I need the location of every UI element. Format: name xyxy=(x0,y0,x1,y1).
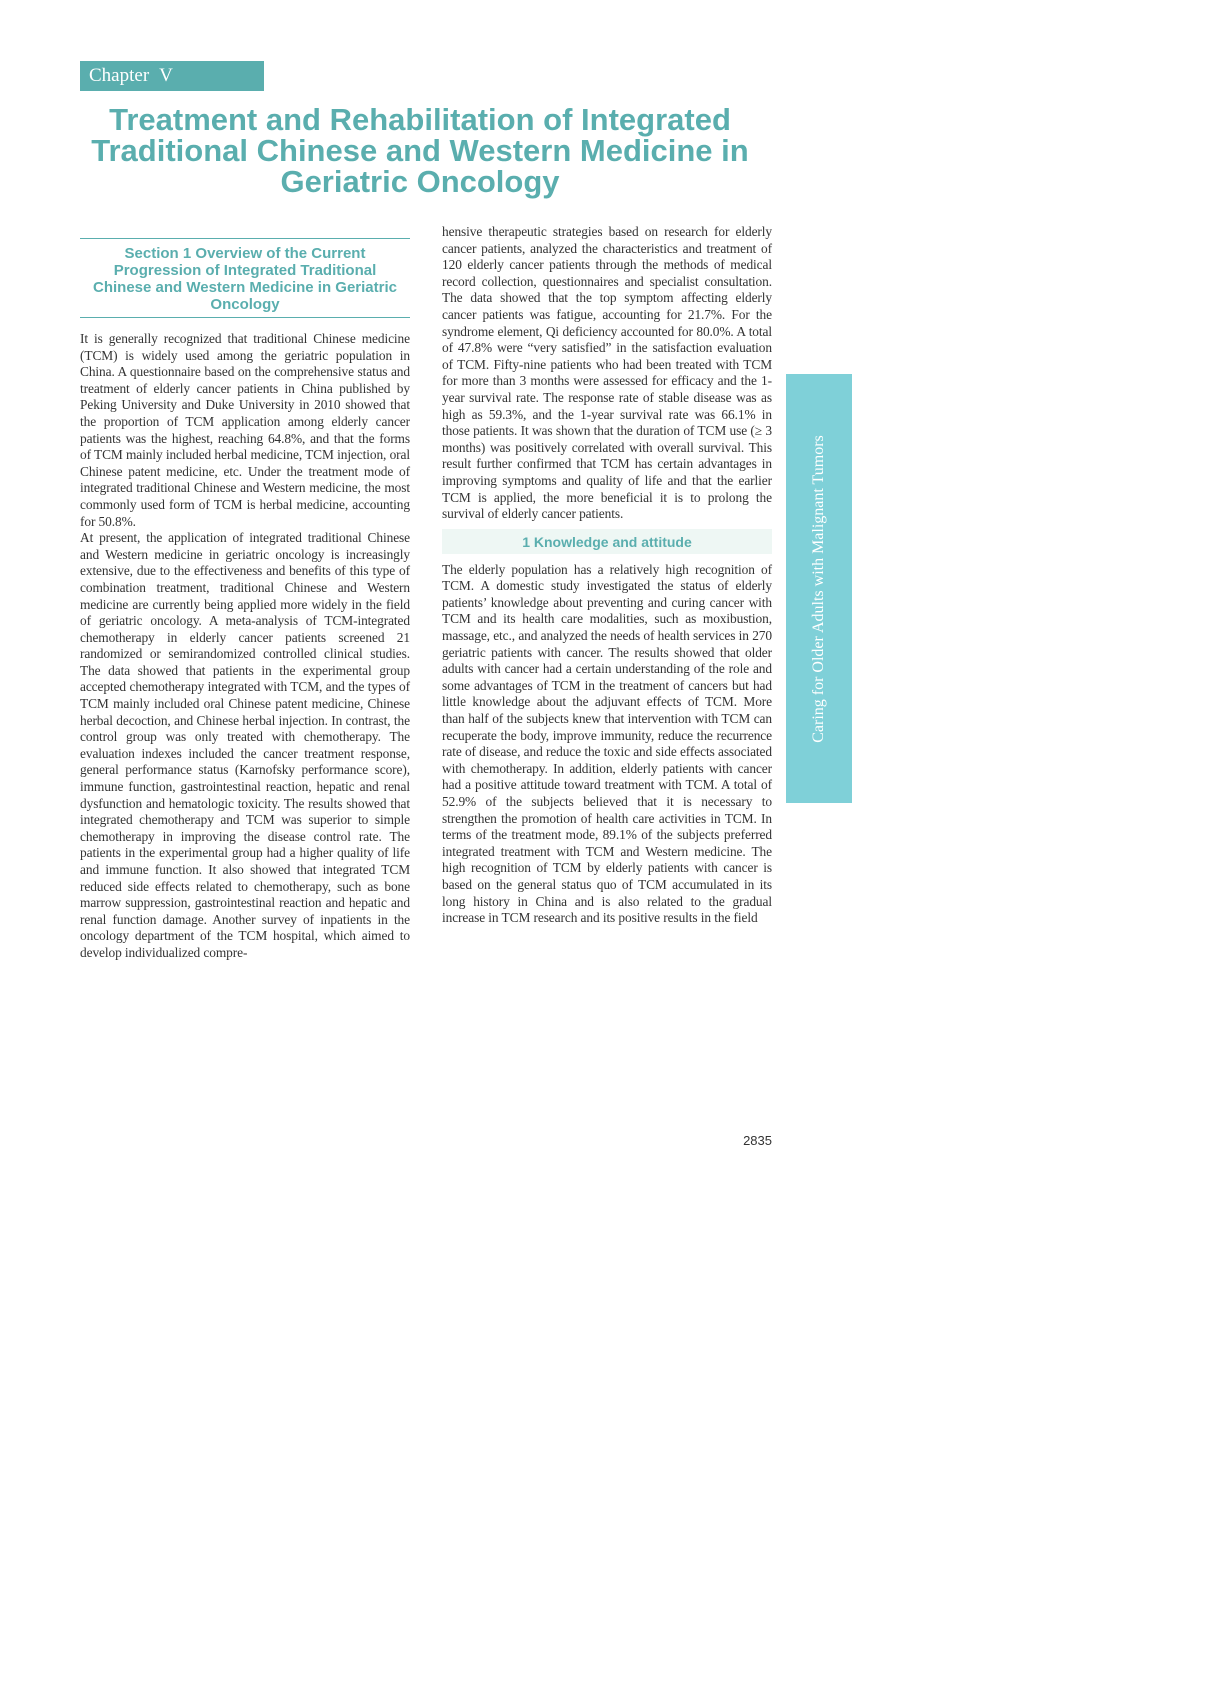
chapter-title: Treatment and Rehabilitation of Integrated Traditional Chinese and Western Medicine in Geriatric Oncology xyxy=(91,102,749,199)
side-tab-label: Caring for Older Adults with Malignant Tumors xyxy=(810,434,827,743)
side-tab xyxy=(786,374,852,803)
chapter-numeral: V xyxy=(159,65,173,86)
chapter-word: Chapter xyxy=(89,65,150,86)
page-number: 2835 xyxy=(743,1133,772,1148)
body-paragraph: hensive therapeutic strategies based on research for elderly cancer patients, analyzed the characteristics and treatment of 120 elderly cancer patients through the methods of medical record collection, questionnaires and specialist consultation. The data showed that the top symptom affecting elderly cancer patients was fatigue, accounting for 21.7%. For the syndrome element, Qi deficiency accounted for 80.0%. A total of 47.8% were “very satisfied” in the satisfaction evaluation of TCM. Fifty-nine patients who had been treated with TCM for more than 3 months were assessed for efficacy and the 1-year survival rate. The response rate of stable disease was as high as 59.3%, and the 1-year survival rate was 66.1% in those patients. It was shown that the duration of TCM use (≥ 3 months) was positively correlated with overall survival. This result further confirmed that TCM has certain advantages in improving symptoms and quality of life and that the earlier TCM is applied, the more beneficial it is to prolong the survival of elderly cancer patients. xyxy=(442,224,772,522)
section-heading: Section 1 Overview of the Current Progression of Integrated Traditional Chinese and Western Medicine in Geriatric Oncology xyxy=(80,238,410,318)
body-paragraph: The elderly population has a relatively high recognition of TCM. A domestic study investigated the status of elderly patients’ knowledge about preventing and curing cancer with TCM and its health care modalities, such as moxibustion, massage, etc., and analyzed the needs of health services in 270 geriatric patients with cancer. The results showed that older adults with cancer had a certain understanding of the role and some advantages of TCM in the treatment of cancers but had little knowledge about the adjuvant effects of TCM. More than half of the subjects knew that intervention with TCM can recuperate the body, improve immunity, reduce the recurrence rate of disease, and reduce the toxic and side effects associated with chemotherapy. In addition, elderly patients with cancer had a positive attitude toward treatment with TCM. A total of 52.9% of the subjects believed that it is necessary to strengthen the promotion of health care activities in TCM. In terms of the treatment mode, 89.1% of the subjects preferred integrated treatment with TCM and Western medicine. The high recognition of TCM by elderly patients with cancer is based on the general status quo of TCM accumulated in its long history in China and is also related to the gradual increase in TCM research and its positive results in the field xyxy=(442,561,772,926)
right-column xyxy=(442,224,772,927)
chapter-label xyxy=(80,61,264,91)
subsection-heading: 1 Knowledge and attitude xyxy=(442,529,772,554)
body-paragraph: At present, the application of integrated traditional Chinese and Western medicine in geriatric oncology is increasingly extensive, due to the effectiveness and benefits of this type of combination treatment, traditional Chinese and Western medicine are currently being applied more widely in the field of geriatric oncology. A meta-analysis of TCM-integrated chemotherapy in elderly cancer patients screened 21 randomized or semirandomized controlled clinical studies. The data showed that patients in the experimental group accepted chemotherapy integrated with TCM, and the types of TCM mainly included oral Chinese patent medicine, Chinese herbal decoction, and Chinese herbal injection. In contrast, the control group was only treated with chemotherapy. The evaluation indexes included the cancer treatment response, general performance status (Karnofsky performance score), immune function, gastrointestinal reaction, hepatic and renal dysfunction and hematologic toxicity. The results showed that integrated chemotherapy and TCM was superior to simple chemotherapy in improving the disease control rate. The patients in the experimental group had a higher quality of life and immune function. It also showed that integrated TCM reduced side effects related to chemotherapy, such as bone marrow suppression, gastrointestinal reaction and hepatic and renal function damage. Another survey of inpatients in the oncology department of the TCM hospital, which aimed to develop individualized compre- xyxy=(80,530,410,960)
body-paragraph: It is generally recognized that traditional Chinese medicine (TCM) is widely used among the geriatric population in China. A questionnaire based on the comprehensive status and treatment of elderly cancer patients in China published by Peking University and Duke University in 2010 showed that the proportion of TCM application among elderly cancer patients was the highest, reaching 64.8%, and that the forms of TCM mainly included herbal medicine, TCM injection, oral Chinese patent medicine, etc. Under the treatment mode of integrated traditional Chinese and Western medicine, the most commonly used form of TCM is herbal medicine, accounting for 50.8%. xyxy=(80,331,410,529)
left-column xyxy=(80,224,410,962)
